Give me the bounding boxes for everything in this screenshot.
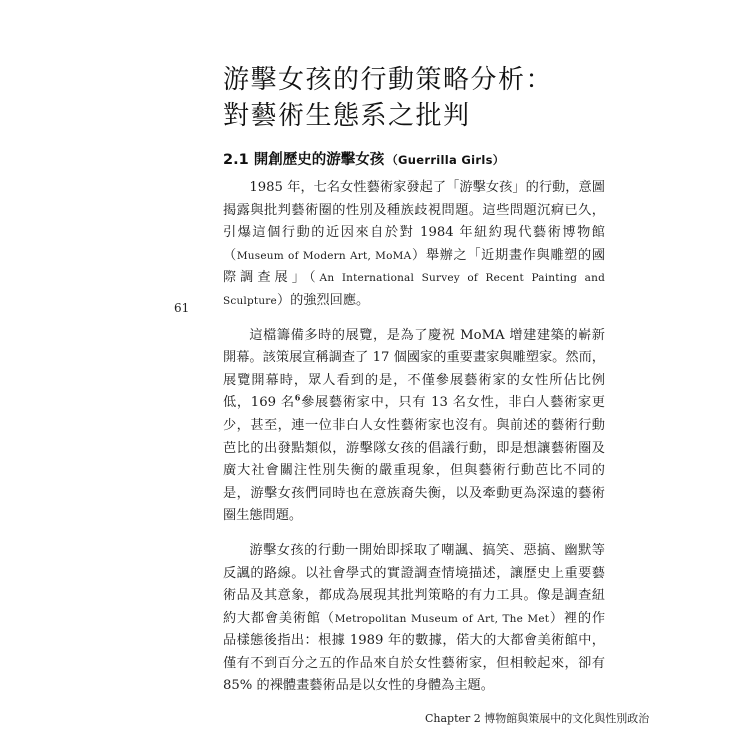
paragraph-2-text-a: 這檔籌備多時的展覽，是為了慶祝 MoMA 增建建築的嶄新開幕。該策展宣稱調查了 17 個國家的重要畫家與雕塑家。然而，展覽開幕時，眾人看到的是，不僅參展藝術家的女性所佔比例低，169 名 — [223, 327, 605, 411]
footnote-marker: 6 — [294, 392, 301, 403]
chapter-title — [223, 62, 553, 134]
running-footer: Chapter 2 博物館與策展中的文化與性別政治 — [425, 712, 650, 725]
chapter-title-line-1: 游擊女孩的行動策略分析： — [223, 65, 554, 95]
paragraph-1-text-a: 1985 年，七名女性藝術家發起了「游擊女孩」的行動，意圖揭露與批判藝術圈的性別及種族歧視問題。這些問題沉痾已久，引爆這個行動的近因來自於對 1984 年紐約現代藝術博物館（ — [223, 180, 605, 263]
paragraph-1-text-c: ）的強烈回應。 — [276, 292, 370, 308]
paragraph-3-english-a: Metropolitan Museum of Art, The Met — [334, 612, 550, 625]
paragraph-1-text-b: ）舉辦之「近期畫作與雕塑的國際調查展」（ — [223, 247, 606, 286]
paragraph-2 — [223, 325, 605, 528]
paragraph-3-text-b: ）裡的作品樣態後指出：根據 1989 年的數據，偌大的大都會美術館中，僅有不到百分之五的作品來自於女性藝術家，但相較起來，卻有 85% 的裸體畫藝術品是以女性的身體為主題。 — [223, 610, 606, 694]
paragraph-3 — [223, 540, 605, 698]
chapter-title-line-2: 對藝術生態系之批判 — [223, 101, 471, 131]
section-title: 2.1 開創歷史的游擊女孩 — [223, 152, 385, 168]
paragraph-1-english-a: Museum of Modern Art, MoMA — [236, 249, 412, 262]
paragraph-1-english-b: An International Survey of Recent Painting and Sculpture — [223, 272, 605, 307]
paragraph-2-text-b: 參展藝術家中，只有 13 名女性，非白人藝術家更少，甚至，連一位非白人女性藝術家也沒有。與前述的藝術行動芭比的出發點類似，游擊隊女孩的倡議行動，即是想讓藝術圈及廣大社會關注性別失衡的嚴重現象，但與藝術行動芭比不同的是，游擊女孩們同時也在意族裔失衡，以及牽動更為深遠的藝術圈生態問題。 — [223, 395, 605, 524]
paragraph-3-text-a: 游擊女孩的行動一開始即採取了嘲諷、搞笑、惡搞、幽默等反諷的路線。以社會學式的實證調查情境描述，讓歷史上重要藝術品及其意象，都成為展現其批判策略的有力工具。像是調查紐約大都會美術館（ — [223, 542, 605, 626]
paragraph-1 — [223, 177, 605, 313]
body-text — [223, 177, 605, 710]
page-number: 61 — [174, 301, 190, 315]
section-subtitle: （Guerrilla Girls） — [386, 153, 505, 167]
section-heading — [223, 148, 505, 169]
